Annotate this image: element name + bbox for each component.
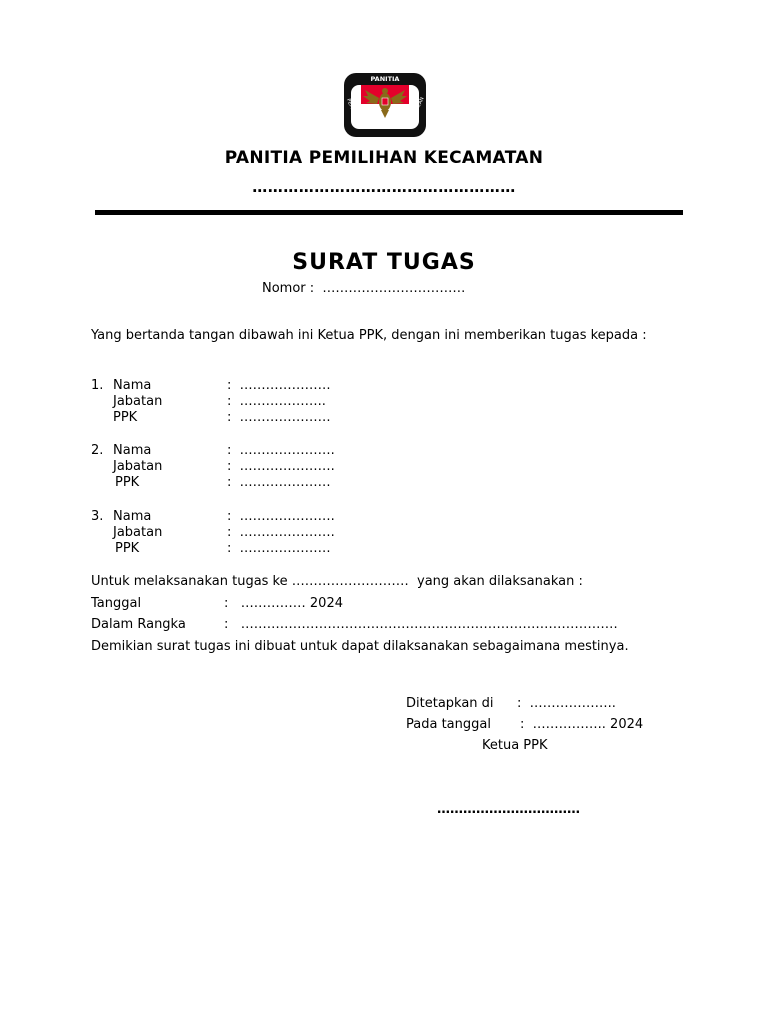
person-2-ppk-label: PPK	[115, 475, 140, 490]
person-3-ppk-value: : …………………	[227, 541, 331, 556]
logo-right-text: KECAMATAN	[408, 96, 426, 127]
org-name: PANITIA PEMILIHAN KECAMATAN	[224, 148, 544, 168]
person-2-nama-value: : ………………….	[227, 443, 335, 458]
tugas-line: Untuk melaksanakan tugas ke ……………………… yang akan dilaksanakan :	[91, 574, 583, 589]
person-3-ppk-label: PPK	[115, 541, 140, 556]
rangka-value: : ……………………………………………………………………………	[224, 617, 618, 632]
person-3-number: 3.	[91, 509, 104, 524]
person-2-jabatan-label: Jabatan	[113, 459, 163, 474]
person-1-jabatan-value: : ………………..	[227, 394, 326, 409]
ditetapkan-value: : ………………..	[517, 696, 616, 711]
person-3-jabatan-label: Jabatan	[113, 525, 163, 540]
person-3-jabatan-value: : ………………….	[227, 525, 335, 540]
person-2-ppk-value: : …………………	[227, 475, 331, 490]
ditetapkan-label: Ditetapkan di	[406, 696, 494, 711]
nomor-value: ……………………………	[322, 281, 466, 296]
person-3-nama-value: : ………………….	[227, 509, 335, 524]
logo-left-text: PEMILIHAN	[345, 97, 361, 126]
person-3-nama-label: Nama	[113, 509, 152, 524]
person-1-ppk-value: : …………………	[227, 410, 331, 425]
tanggal-label: Tanggal	[91, 596, 142, 611]
pada-tanggal-label: Pada tanggal	[406, 717, 491, 732]
person-1-jabatan-label: Jabatan	[113, 394, 163, 409]
person-1-ppk-label: PPK	[113, 410, 138, 425]
person-1-nama-label: Nama	[113, 378, 152, 393]
org-dots: ……………………………………………	[252, 178, 516, 196]
intro-text: Yang bertanda tangan dibawah ini Ketua PPK, dengan ini memberikan tugas kepada :	[91, 328, 647, 343]
rangka-label: Dalam Rangka	[91, 617, 186, 632]
person-2-number: 2.	[91, 443, 104, 458]
document-title: SURAT TUGAS	[292, 250, 476, 275]
tanggal-value: : …………… 2024	[224, 596, 343, 611]
header-divider	[95, 210, 683, 215]
person-2-jabatan-value: : ………………….	[227, 459, 335, 474]
pada-tanggal-value: : …………….. 2024	[520, 717, 644, 732]
person-2-nama-label: Nama	[113, 443, 152, 458]
kpu-logo	[343, 72, 427, 138]
nomor-line	[262, 281, 465, 296]
signature-role: Ketua PPK	[482, 738, 548, 753]
signature-name-placeholder: ……………………………	[437, 802, 580, 817]
closing-text: Demikian surat tugas ini dibuat untuk dapat dilaksanakan sebagaimana mestinya.	[91, 639, 629, 654]
person-1-nama-value: : …………………	[227, 378, 331, 393]
nomor-label: Nomor :	[262, 281, 315, 296]
person-1-number: 1.	[91, 378, 104, 393]
logo-top-text: PANITIA	[370, 75, 400, 83]
